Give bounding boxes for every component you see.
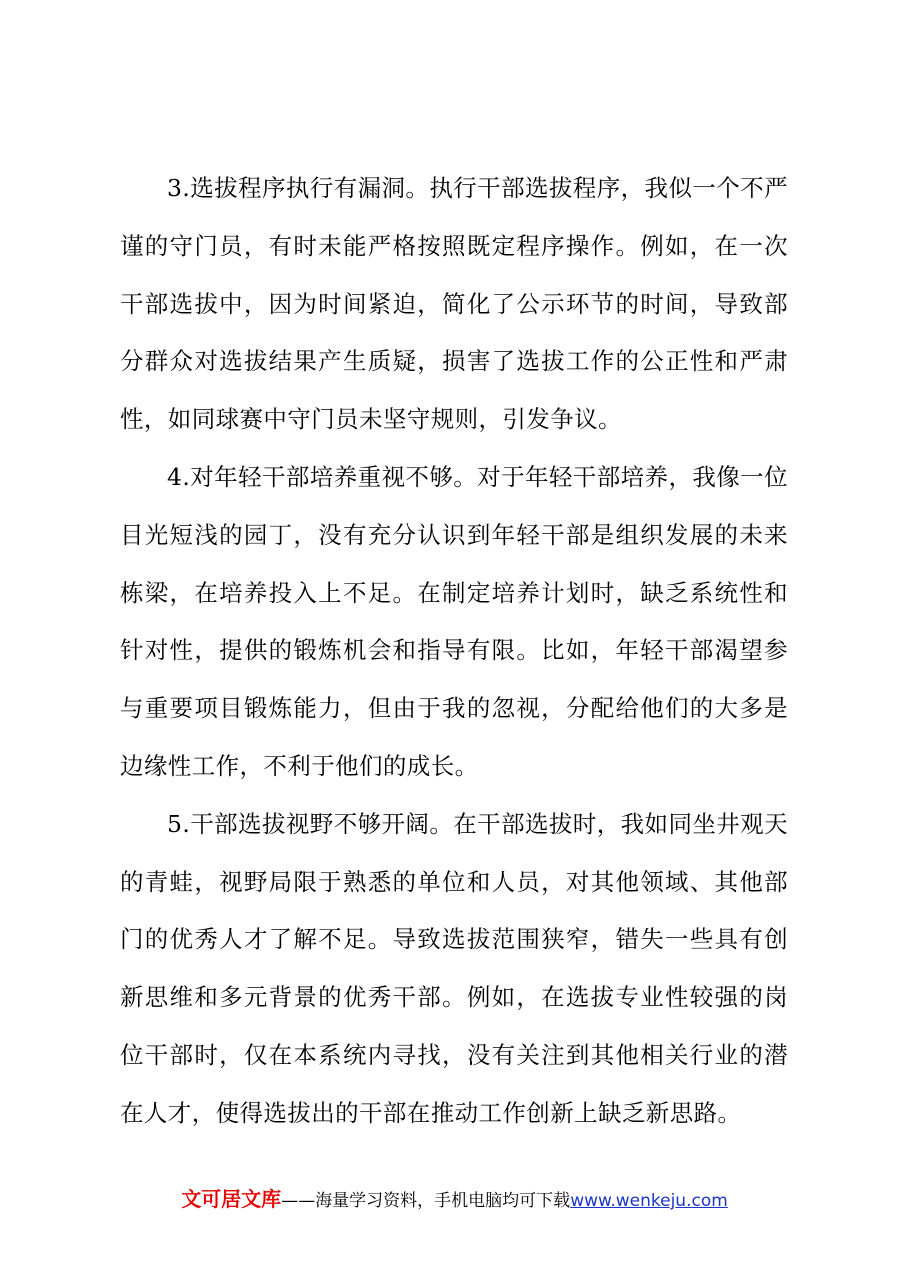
footer-banner	[0, 1183, 909, 1212]
paragraph-5: 5.干部选拔视野不够开阔。在干部选拔时，我如同坐井观天的青蛙，视野局限于熟悉的单位和人员，对其他领域、其他部门的优秀人才了解不足。导致选拔范围狭窄，错失一些具有创新思维和多元背景的优秀干部。例如，在选拔专业性较强的岗位干部时，仅在本系统内寻找，没有关注到其他相关行业的潜在人才，使得选拔出的干部在推动工作创新上缺乏新思路。	[120, 809, 788, 1127]
paragraph-4: 4.对年轻干部培养重视不够。对于年轻干部培养，我像一位目光短浅的园丁，没有充分认识到年轻干部是组织发展的未来栋梁，在培养投入上不足。在制定培养计划时，缺乏系统性和针对性，提供的锻炼机会和指导有限。比如，年轻干部渴望参与重要项目锻炼能力，但由于我的忽视，分配给他们的大多是边缘性工作，不利于他们的成长。	[120, 462, 788, 780]
footer-site-link[interactable]: www.wenkeju.com	[570, 1191, 728, 1211]
footer-tagline: ——海量学习资料，手机电脑均可下载	[281, 1191, 571, 1211]
footer-brand: 文可居文库	[181, 1187, 282, 1211]
document-body	[120, 160, 788, 1143]
paragraph-3: 3.选拔程序执行有漏洞。执行干部选拔程序，我似一个不严谨的守门员，有时未能严格按照既定程序操作。例如，在一次干部选拔中，因为时间紧迫，简化了公示环节的时间，导致部分群众对选拔结果产生质疑，损害了选拔工作的公正性和严肃性，如同球赛中守门员未坚守规则，引发争议。	[120, 174, 788, 434]
